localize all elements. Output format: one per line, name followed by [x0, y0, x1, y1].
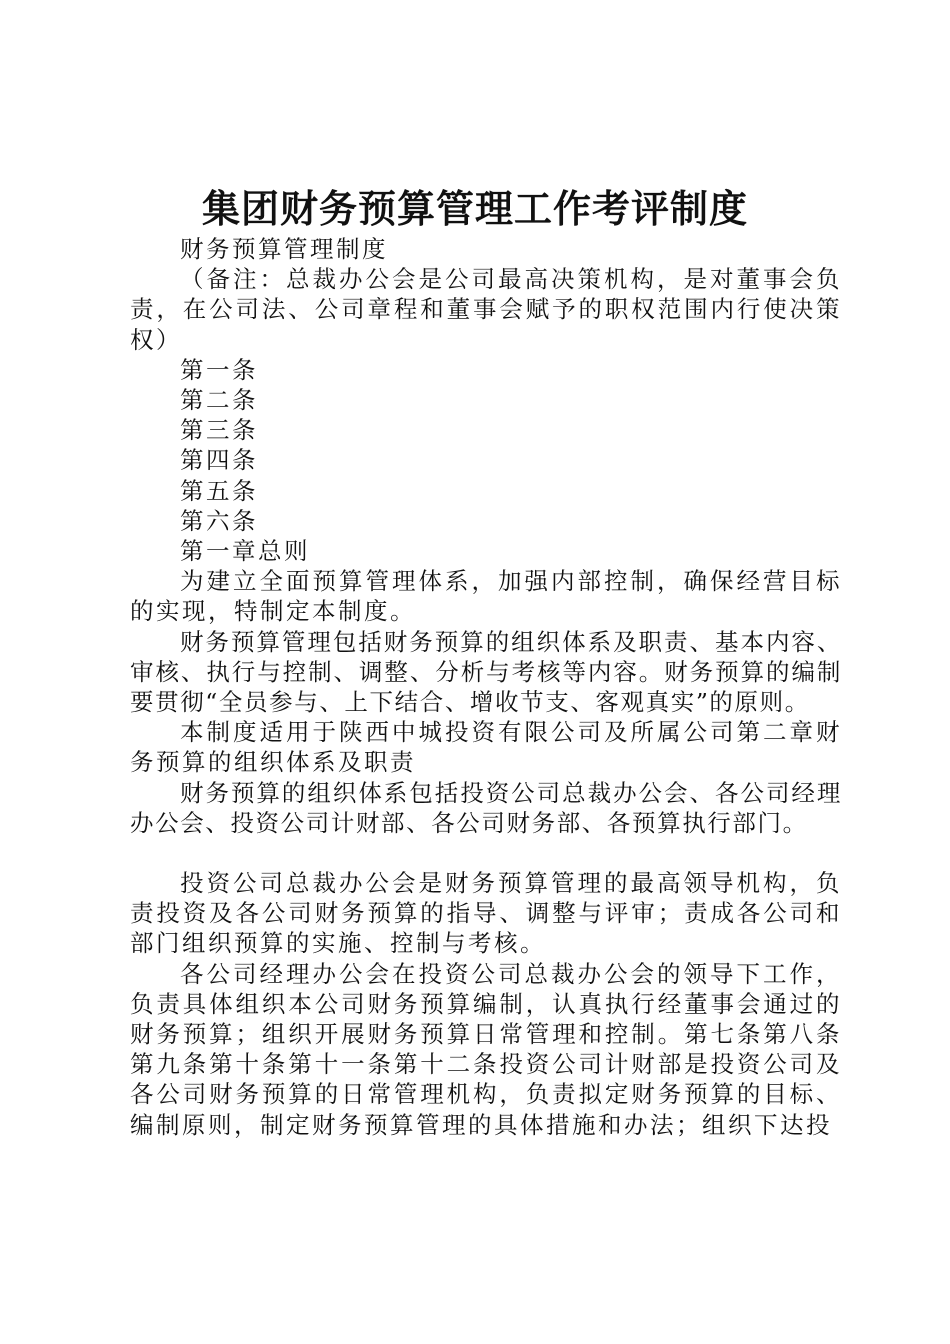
paragraph-applicability: 本制度适用于陕西中城投资有限公司及所属公司第二章财务预算的组织体系及职责 [130, 718, 842, 777]
paragraph-purpose: 为建立全面预算管理体系，加强内部控制，确保经营目标的实现，特制定本制度。 [130, 567, 842, 626]
paragraph-heading: 财务预算管理制度 [180, 235, 388, 263]
document-body [130, 234, 842, 1140]
paragraph-president-office: 投资公司总裁办公会是财务预算管理的最高领导机构，负责投资及各公司财务预算的指导、调整与评审；责成各公司和部门组织预算的实施、控制与考核。 [130, 869, 842, 958]
article-6: 第六条 [180, 506, 258, 535]
article-5: 第五条 [180, 476, 258, 505]
chapter-1-heading: 第一章总则 [180, 537, 310, 566]
article-2: 第二条 [180, 386, 258, 415]
paragraph-scope-content: 财务预算管理包括财务预算的组织体系及职责、基本内容、审核、执行与控制、调整、分析与考核等内容。财务预算的编制要贯彻“全员参与、上下结合、增收节支、客观真实”的原则。 [130, 627, 842, 717]
article-1: 第一条 [180, 355, 258, 384]
article-4: 第四条 [180, 446, 258, 475]
paragraph-manager-office: 各公司经理办公会在投资公司总裁办公会的领导下工作，负责具体组织本公司财务预算编制，认真执行经董事会通过的财务预算；组织开展财务预算日常管理和控制。第七条第八条第九条第十条第十一条第十二条投资公司计财部是投资公司及各公司财务预算的日常管理机构，负责拟定财务预算的目标、编制原则，制定财务预算管理的具体措施和办法；组织下达投 [130, 959, 842, 1139]
paragraph-note: （备注：总裁办公会是公司最高决策机构，是对董事会负责，在公司法、公司章程和董事会赋予的职权范围内行使决策权） [130, 265, 842, 354]
article-3: 第三条 [180, 416, 258, 445]
document-title: 集团财务预算管理工作考评制度 [201, 186, 748, 231]
paragraph-organization: 财务预算的组织体系包括投资公司总裁办公会、各公司经理办公会、投资公司计财部、各公司财务部、各预算执行部门。 [130, 778, 842, 837]
